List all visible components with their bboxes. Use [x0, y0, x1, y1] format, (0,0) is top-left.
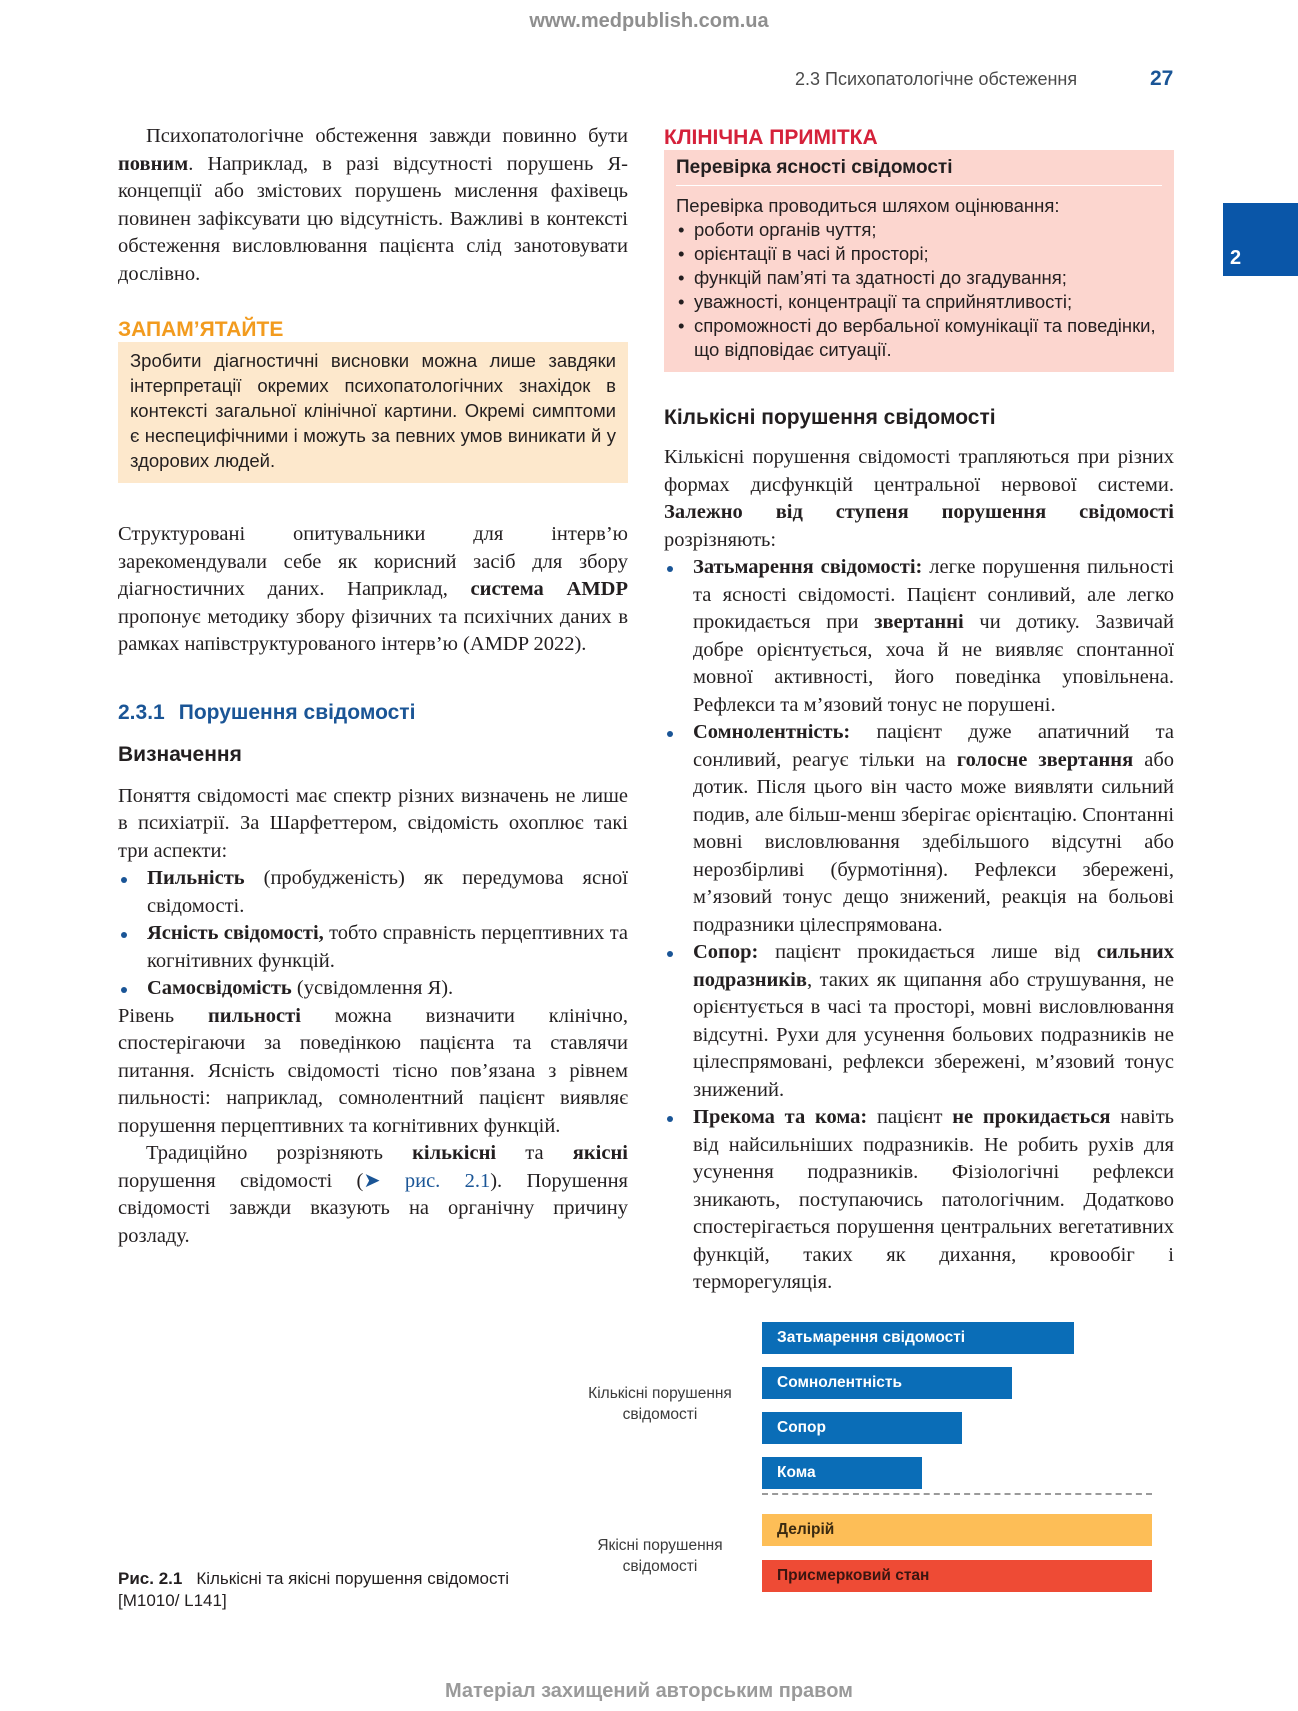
- page-number: 27: [1150, 67, 1174, 90]
- list-item: • орієнтації в часі й просторі;: [676, 242, 1162, 266]
- aspects-list: [118, 865, 628, 1003]
- intro-paragraph: Психопатологічне обстеження завжди повинно бути повним. Наприклад, в разі відсутності порушень Я-концепції або змістових порушень мислення фахівець повинен зафіксувати цю відсутність. Важливі в контексті обстеження висловлювання пацієнта слід занотовувати дослівно.: [118, 125, 628, 285]
- list-item: • спроможності до вербальної комунікації та поведінки, що відповідає ситуації.: [676, 314, 1162, 362]
- bar-delirium: Делірій: [762, 1514, 1152, 1546]
- list-item: Прекома та кома: пацієнт не прокидається навіть від найсильніших подразників. Не робить рухів для усунення подразників. Фізіологічні рефлекси зникають, поступаючись патологічним. Додатково спостерігається порушення центральних вегетативних функцій, таких як дихання, кровообіг і терморегуляція.: [664, 1104, 1174, 1297]
- quantitative-intro: Кількісні порушення свідомості трапляються при різних формах дисфункцій центральної нервової системи. Залежно від ступеня порушення свідомості розрізняють:: [664, 446, 1174, 551]
- list-item: Самосвідомість (усвідомлення Я).: [118, 975, 628, 1003]
- qualitative-group-label: Якісні порушення свідомості: [597, 1537, 723, 1575]
- copyright-watermark: Матеріал захищений авторським правом: [445, 1680, 853, 1702]
- list-item: • функцій пам’яті та здатності до згадування;: [676, 266, 1162, 290]
- structured-paragraph: Структуровані опитувальники для інтерв’ю зарекомендували себе як корисний засіб для збору діагностичних даних. Наприклад, система AMDP пропонує методику збору фізичних та психічних даних в рамках напівструктурованого інтерв’ю (AMDP 2022).: [118, 523, 628, 655]
- figure-caption: Рис. 2.1 Кількісні та якісні порушення свідомості [M1010/ L141]: [118, 1569, 510, 1610]
- list-item: • уважності, концентрації та сприйнятливості;: [676, 290, 1162, 314]
- section-heading: 2.3.1 Порушення свідомості: [118, 700, 416, 724]
- remember-text: Зробити діагностичні висновки можна лише завдяки інтерпретації окремих психопатологічних знахідок в контексті загальної клінічної картини. Окремі симптоми є неспецифічними і можуть за певних умов виникати й у здорових людей.: [118, 342, 628, 483]
- running-header-title: 2.3 Психопатологічне обстеження: [795, 69, 1078, 89]
- list-item: • роботи органів чуття;: [676, 218, 1162, 242]
- site-watermark: www.medpublish.com.ua: [529, 10, 769, 32]
- list-item: Сомнолентність: пацієнт дуже апатичний та сонливий, реагує тільки на голосне звертання або дотик. Після цього він часто може виявляти сильний подив, але більш-менш зберігає орієнтацію. Спонтанні мовні висловлювання здебільшого відсутні або нерозбірливі (бурмотіння). Рефлекси збережені, м’язовий тонус дещо знижений, реакція на больові подразники цілеспрямована.: [664, 719, 1174, 939]
- list-item: Пильність (пробудженість) як передумова ясної свідомості.: [118, 865, 628, 920]
- remember-title: ЗАПАМ’ЯТАЙТЕ: [118, 318, 284, 341]
- remember-callout: [118, 318, 628, 483]
- right-column: [664, 126, 1174, 1297]
- bar-twilight-state: Присмерковий стан: [762, 1560, 1152, 1592]
- levels-list: [664, 554, 1174, 1297]
- clinical-note-lead: Перевірка проводиться шляхом оцінювання:: [676, 195, 1060, 216]
- clinical-note-subtitle: Перевірка ясності свідомості: [676, 156, 1162, 186]
- bar-sopor: Сопор: [762, 1412, 962, 1444]
- clinical-note-list: [676, 218, 1162, 362]
- list-item: Затьмарення свідомості: легке порушення пильності та ясності свідомості. Пацієнт сонливий, але легко прокидається при звертанні чи дотику. Зазвичай добре орієнтується, хоча й не виявляє спонтанної мовної активності, його поведінка уповільнена. Рефлекси та м’язовий тонус не порушені.: [664, 554, 1174, 719]
- vigilance-paragraph: Рівень пильності можна визначити клінічно, спостерігаючи за поведінкою пацієнта та ставлячи питання. Ясність свідомості тісно пов’язана з рівнем пильності: наприклад, сомнолентний пацієнт виявляє порушення перцептивних та когнітивних функцій.: [118, 1004, 628, 1137]
- chapter-number: 2: [1230, 247, 1242, 269]
- clinical-note-box: [664, 150, 1174, 372]
- list-item: Сопор: пацієнт прокидається лише від сильних подразників, таких як щипання або струшування, не орієнтується в часі та просторі, мовні висловлювання відсутні. Рухи для усунення больових подразників не цілеспрямовані, рефлекси збережені, м’язовий тонус знижений.: [664, 939, 1174, 1104]
- bar-clouding: Затьмарення свідомості: [762, 1322, 1074, 1354]
- bar-somnolence: Сомнолентність: [762, 1367, 1012, 1399]
- traditional-paragraph: Традиційно розрізняють кількісні та якісні порушення свідомості (➤ рис. 2.1). Порушення свідомості завжди вказують на органічну причину розладу.: [118, 1142, 628, 1247]
- definition-paragraph: Поняття свідомості має спектр різних визначень не лише в психіатрії. За Шарфеттером, свідомість охоплює такі три аспекти:: [118, 784, 628, 862]
- definition-subheading: Визначення: [118, 742, 242, 766]
- quantitative-group-label: Кількісні порушення свідомості: [588, 1385, 732, 1423]
- chapter-tab: [1223, 203, 1298, 276]
- group-divider: [762, 1493, 1152, 1495]
- clinical-note-callout: [664, 126, 1174, 372]
- figure-reference-link[interactable]: ➤ рис. 2.1: [363, 1169, 491, 1192]
- bar-coma: Кома: [762, 1457, 922, 1489]
- left-column: [118, 123, 628, 1250]
- quantitative-subheading: Кількісні порушення свідомості: [664, 406, 996, 429]
- list-item: Ясність свідомості, тобто справність перцептивних та когнітивних функцій.: [118, 920, 628, 975]
- clinical-note-title: КЛІНІЧНА ПРИМІТКА: [664, 126, 878, 149]
